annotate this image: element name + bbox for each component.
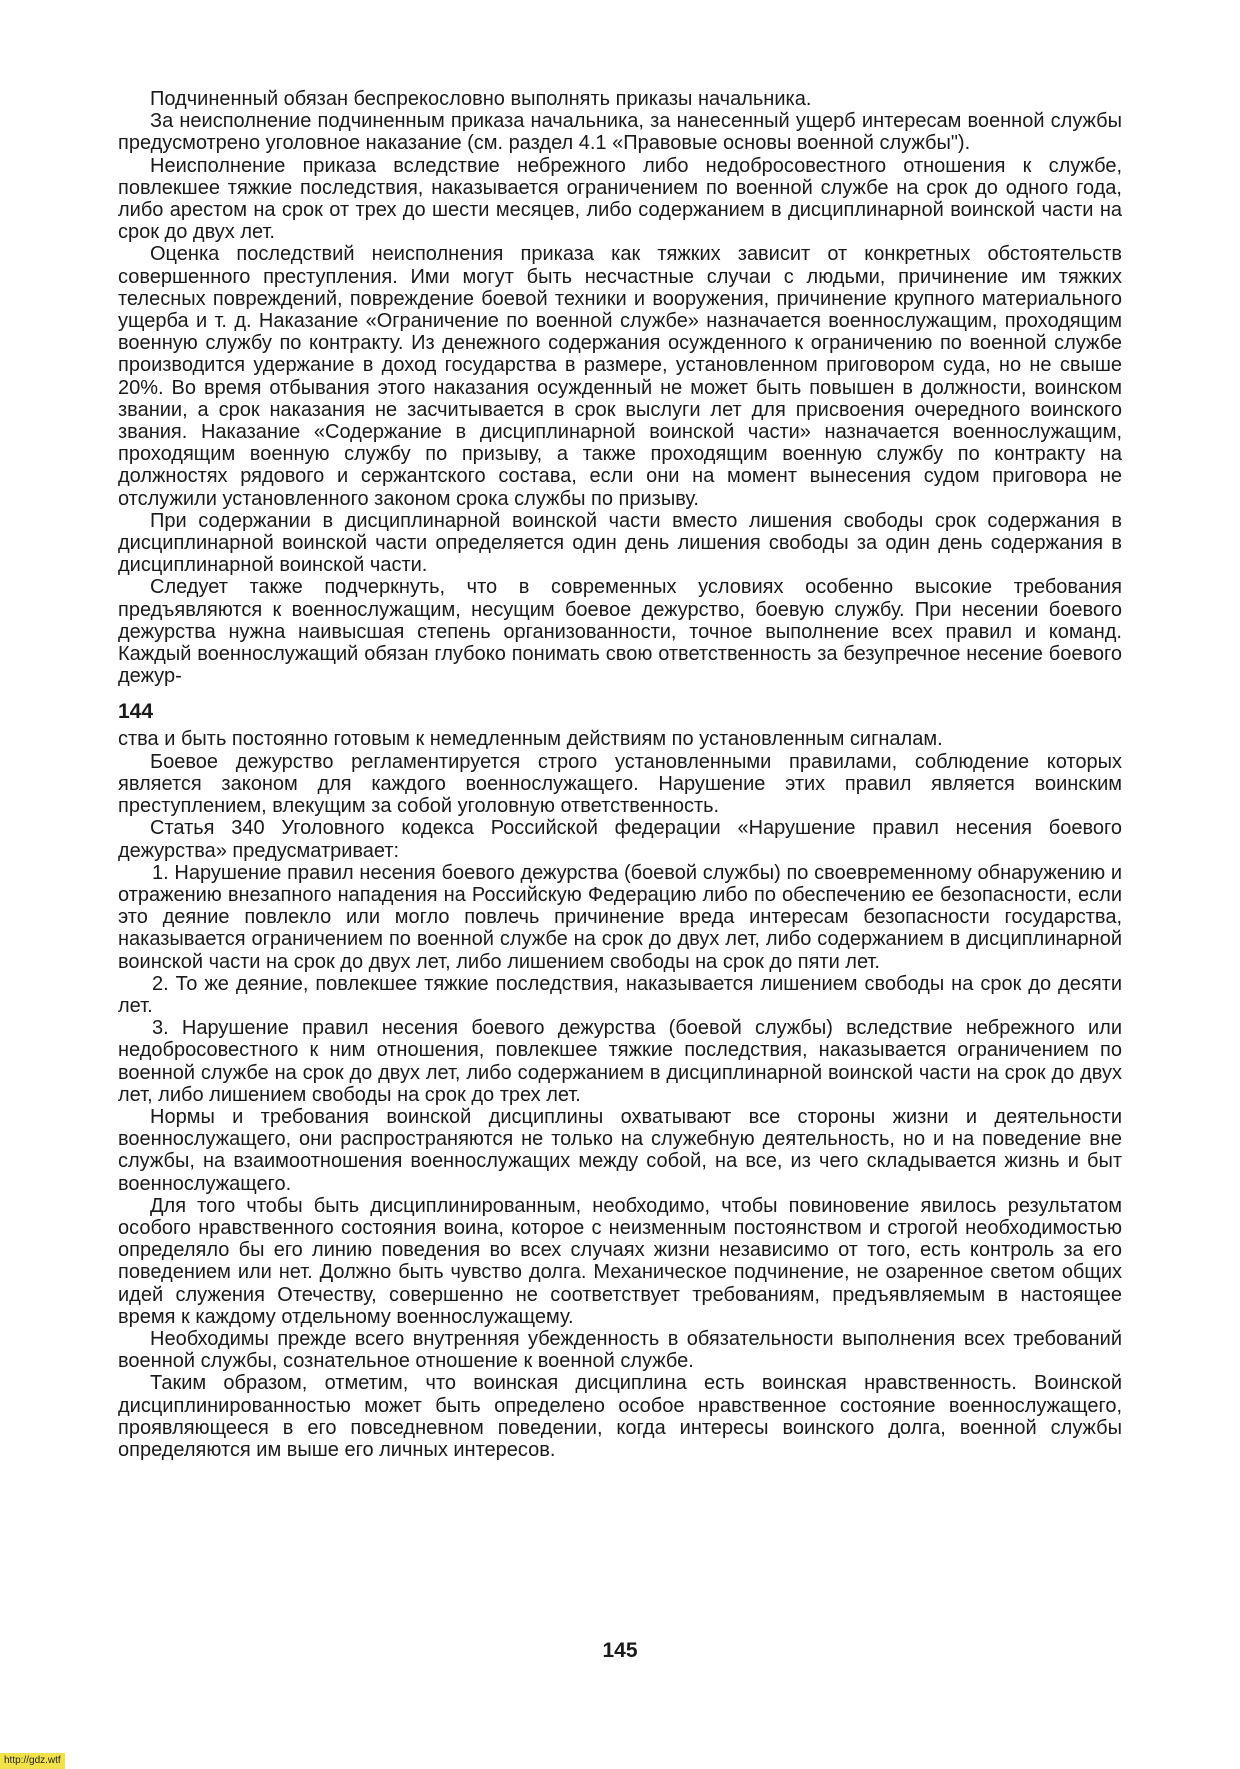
paragraph: Нормы и требования воинской дисциплины охватывают все стороны жизни и деятельности военнослужащего, они распространяются не только на служебную деятельность, но и на поведение вне службы, на взаимоотношения военнослужащих между собой, на все, из чего складывается жизнь и быт военнослужащего.: [118, 1105, 1122, 1195]
page-number-145: 145: [602, 1639, 638, 1662]
paragraph: Оценка последствий неисполнения приказа как тяжких зависит от конкретных обстоятельств совершенного преступления. Ими могут быть несчастные случаи с людьми, причинение им тяжких телесных повреждений, повреждение боевой техники и вооружения, причинение крупного материального ущерба и т. д. Наказание «Ограничение по военной службе» назначается военнослужащим, проходящим военную службу по контракту. Из денежного содержания осужденного к ограничению по военной службе производится удержание в доход государства в размере, установленном приговором суда, но не свыше 20%. Во время отбывания этого наказания осужденный не может быть повышен в должности, воинском звании, а срок наказания не засчитывается в срок выслуги лет для присвоения очередного воинского звания. Наказание «Содержание в дисциплинарной воинской части» назначается военнослужащим, проходящим военную службу по призыву, а также проходящим военную службу по контракту на должностях рядового и сержантского состава, если они на момент вынесения судом приговора не отслужили установленного законом срока службы по призыву.: [118, 243, 1122, 510]
section-page-144-text: [118, 88, 1122, 687]
paragraph: Для того чтобы быть дисциплинированным, необходимо, чтобы повиновение явилось результатом особого нравственного состояния воина, которое с неизменным постоянством и строгой необходимостью определяло бы его линию поведения во всех случаях жизни независимо от того, есть контроль за его поведением или нет. Должно быть чувство долга. Механическое подчинение, не озаренное светом общих идей служения Отечеству, совершенно не соответствует требованиям, предъявляемым в настоящее время к каждому отдельному военнослужащему.: [118, 1194, 1122, 1328]
paragraph: За неисполнение подчиненным приказа начальника, за нанесенный ущерб интересам военной службы предусмотрено уголовное наказание (см. раздел 4.1 «Правовые основы военной службы").: [118, 110, 1122, 155]
paragraph: Подчиненный обязан беспрекословно выполнять приказы начальника.: [150, 88, 812, 110]
page-number-144: 144: [118, 700, 154, 724]
paragraph: Следует также подчеркнуть, что в современных условиях особенно высокие требования предъявляются к военнослужащим, несущим боевое дежурство, боевую службу. При несении боевого дежурства нужна наивысшая степень организованности, точное выполнение всех правил и команд. Каждый военнослужащий обязан глубоко понимать свою ответственность за безупречное несение боевого дежур-: [118, 576, 1122, 688]
watermark-link[interactable]: http://gdz.wtf: [0, 1753, 65, 1769]
list-item: 2. То же деяние, повлекшее тяжкие последствия, наказывается лишением свободы на срок до десяти лет.: [118, 972, 1122, 1017]
paragraph: Статья 340 Уголовного кодекса Российской федерации «Нарушение правил несения боевого дежурства» предусматривает:: [118, 817, 1122, 862]
paragraph-continuation: ства и быть постоянно готовым к немедленным действиям по установленным сигналам.: [118, 728, 943, 751]
paragraph: Неисполнение приказа вследствие небрежного либо недобросовестного отношения к службе, повлекшее тяжкие последствия, наказывается ограничением по военной службе на срок до одного года, либо арестом на срок от трех до шести месяцев, либо содержанием в дисциплинарной воинской части на срок до двух лет.: [118, 154, 1122, 244]
paragraph: Таким образом, отметим, что воинская дисциплина есть воинская нравственность. Воинской дисциплинированностью может быть определено особое нравственное состояние военнослужащего, проявляющееся в его повседневном поведении, когда интересы воинского долга, военной службы определяются им выше его личных интересов.: [118, 1372, 1122, 1461]
list-item: 1. Нарушение правил несения боевого дежурства (боевой службы) по своевременному обнаружению и отражению внезапного нападения на Российскую Федерацию либо по обеспечению ее безопасности, если это деяние повлекло или могло повлечь причинение вреда интересам безопасности государства, наказывается ограничением по военной службе на срок до двух лет, либо содержанием в дисциплинарной воинской части на срок до двух лет, либо лишением свободы на срок до пяти лет.: [118, 861, 1122, 973]
page-content: [118, 88, 1122, 1662]
paragraph: Боевое дежурство регламентируется строго установленными правилами, соблюдение которых является законом для каждого военнослужащего. Нарушение этих правил является воинским преступлением, влекущим за собой уголовную ответственность.: [118, 750, 1122, 818]
list-item: 3. Нарушение правил несения боевого дежурства (боевой службы) вследствие небрежного или недобросовестного к ним отношения, повлекшее тяжкие последствия, наказывается ограничением по военной службе на срок до двух лет, либо содержанием в дисциплинарной воинской части на срок до двух лет, либо лишением свободы на срок до трех лет.: [118, 1017, 1122, 1106]
section-page-145-text: [118, 728, 1122, 1461]
paragraph: При содержании в дисциплинарной воинской части вместо лишения свободы срок содержания в дисциплинарной воинской части определяется один день лишения свободы за один день содержания в дисциплинарной воинской части.: [118, 509, 1122, 577]
paragraph: Необходимы прежде всего внутренняя убежденность в обязательности выполнения всех требований военной службы, сознательное отношение к военной службе.: [118, 1327, 1122, 1373]
